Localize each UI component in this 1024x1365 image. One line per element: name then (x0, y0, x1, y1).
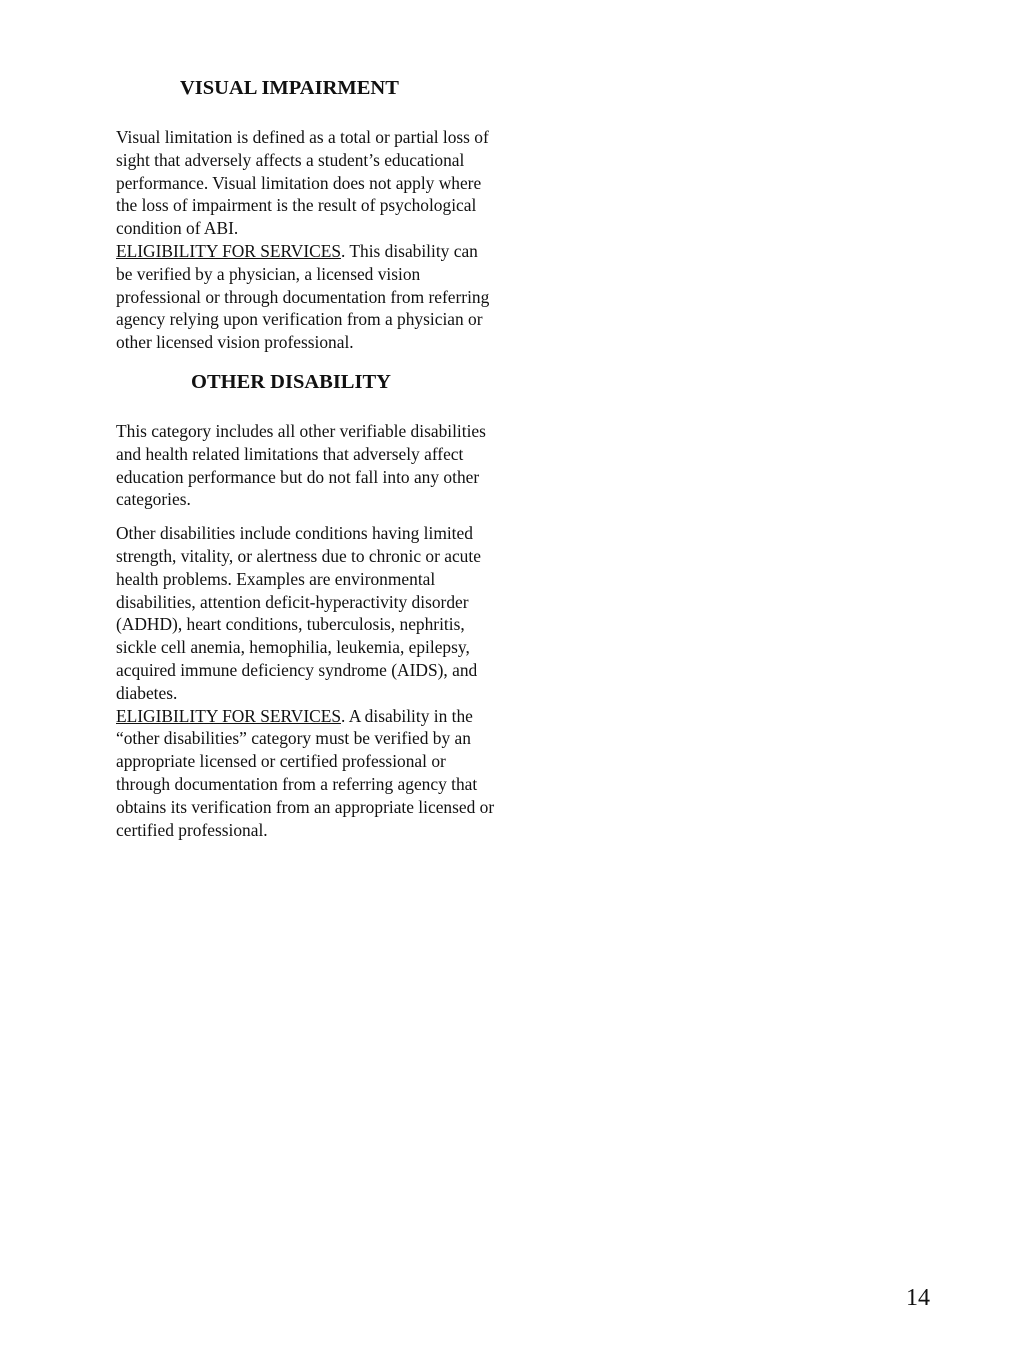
other-disability-details-paragraph (116, 522, 496, 841)
section-heading-other-disability: OTHER DISABILITY (191, 370, 391, 393)
visual-impairment-paragraph (116, 126, 496, 354)
visual-eligibility-label: ELIGIBILITY FOR SERVICES (116, 240, 341, 261)
section-heading-visual-impairment: VISUAL IMPAIRMENT (180, 77, 399, 99)
other-disability-details: Other disabilities include conditions having limited strength, vitality, or alertness due to chronic or acute health problems. Examples are environmental disabilities, attention deficit-hyperactivity disorder (ADHD), heart conditions, tuberculosis, nephritis, sickle cell anemia, hemophilia, leukemia, epilepsy, acquired immune deficiency syndrome (AIDS), and diabetes. (116, 523, 481, 703)
visual-eligibility-text: . This disability can be verified by a physician, a licensed vision professional or through documentation from referring agency relying upon verification from a physician or other licensed vision professional. (116, 240, 490, 353)
other-eligibility-label: ELIGIBILITY FOR SERVICES (116, 705, 341, 726)
other-disability-intro: This category includes all other verifiable disabilities and health related limitations that adversely affect education performance but do not fall into any other categories. (116, 420, 486, 510)
text-column (116, 74, 496, 841)
visual-impairment-definition: Visual limitation is defined as a total or partial loss of sight that adversely affects a student’s educational performance. Visual limitation does not apply where the loss of impairment is the result of psychological condition of ABI. (116, 127, 489, 239)
other-eligibility-text: . A disability in the “other disabilities” category must be verified by an appropriate licensed or certified professional or through documentation from a referring agency that obtains its verification from an appropriate licensed or certified professional. (116, 705, 495, 840)
page-number: 14 (906, 1285, 930, 1311)
